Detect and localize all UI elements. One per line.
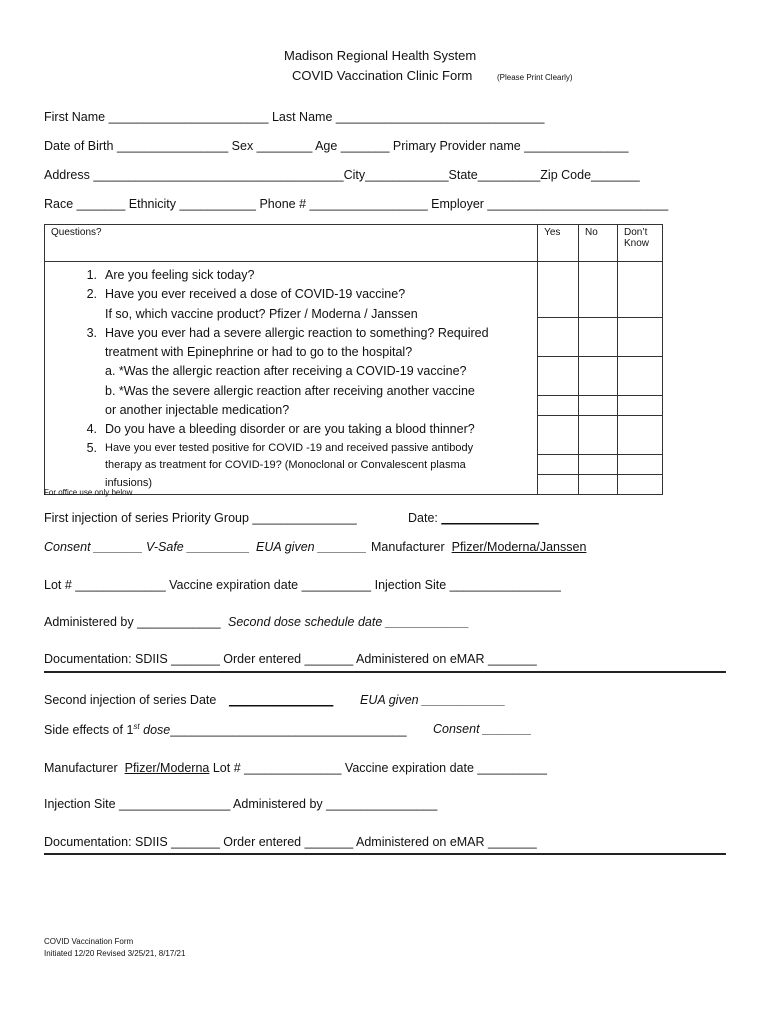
lot-expiration-site-fields[interactable]: Lot # _____________ Vaccine expiration date __________ Injection Site ________________	[44, 578, 561, 592]
yes-answer-column[interactable]	[538, 262, 579, 495]
organization-name: Madison Regional Health System	[284, 48, 477, 63]
second-injection-date-blank[interactable]: _______________	[229, 693, 334, 707]
dont-know-answer-column[interactable]	[618, 262, 663, 495]
question-2	[75, 285, 531, 304]
first-documentation-fields[interactable]: Documentation: SDIIS _______ Order entered _______ Administered on eMAR _______	[44, 652, 537, 666]
question-4	[75, 420, 531, 439]
question-text: Are you feeling sick today?	[105, 268, 255, 282]
question-text: treatment with Epinephrine or had to go to the hospital?	[105, 345, 413, 360]
manufacturer-label: Manufacturer	[371, 540, 445, 554]
question-number: 4.	[86, 422, 97, 437]
question-5-line: infusions)	[105, 476, 153, 489]
question-3b-cont	[75, 401, 531, 420]
side-effects-dose: dose	[139, 723, 171, 738]
question-text: b. *Was the severe allergic reaction after receiving another vaccine	[105, 383, 475, 398]
question-2-followup	[75, 305, 531, 324]
administered-by-field[interactable]: Administered by ____________	[44, 615, 221, 629]
question-5	[75, 440, 531, 493]
section-divider	[44, 671, 726, 673]
questions-cell	[45, 262, 538, 495]
date-blank[interactable]: ______________	[441, 511, 539, 525]
second-documentation-fields[interactable]: Documentation: SDIIS _______ Order entered _______ Administered on eMAR _______	[44, 835, 537, 849]
question-5-line: Have you ever tested positive for COVID -19 and received passive antibody	[105, 441, 474, 454]
table-row	[45, 262, 663, 495]
address-fields[interactable]: Address ____________________________________City____________State_________Zip Code_______	[44, 168, 640, 182]
vsafe-field[interactable]: V-Safe _________	[146, 540, 250, 554]
second-eua-given-field[interactable]: EUA given ____________	[360, 693, 506, 707]
form-title: COVID Vaccination Clinic Form	[292, 68, 473, 83]
question-text	[105, 440, 473, 493]
question-text: Have you ever received a dose of COVID-19 vaccine?	[105, 287, 406, 302]
race-ethnicity-phone-employer-fields[interactable]: Race _______ Ethnicity ___________ Phone # _________________ Employer __________________________	[44, 197, 669, 211]
side-effects-field[interactable]	[44, 722, 407, 737]
question-number: 2.	[86, 287, 97, 302]
manufacturer-label: Manufacturer	[44, 761, 118, 775]
question-number: 3.	[86, 325, 97, 340]
side-effects-blank[interactable]: __________________________________	[170, 723, 407, 738]
footer-revision: Initiated 12/20 Revised 3/25/21, 8/17/21	[44, 949, 186, 958]
second-site-administered-fields[interactable]: Injection Site ________________ Administered by ________________	[44, 797, 438, 811]
question-text: Have you ever had a severe allergic reaction to something? Required	[105, 325, 489, 340]
first-injection-priority-group[interactable]: First injection of series Priority Group _______________	[44, 511, 357, 525]
question-number: 1.	[86, 268, 97, 282]
table-header-row	[45, 225, 663, 262]
lot-expiration[interactable]: Lot # ______________ Vaccine expiration date __________	[209, 761, 547, 775]
second-consent-field[interactable]: Consent _______	[433, 722, 532, 736]
manufacturer-options[interactable]: Pfizer/Moderna/Janssen	[451, 540, 587, 554]
questions-header: Questions?	[45, 225, 538, 262]
manufacturer-options[interactable]: Pfizer/Moderna	[124, 761, 210, 775]
question-text: Do you have a bleeding disorder or are you taking a blood thinner?	[105, 422, 475, 437]
second-manufacturer-lot-fields[interactable]	[44, 761, 547, 775]
consent-field[interactable]: Consent _______	[44, 540, 143, 554]
footer-form-name: COVID Vaccination Form	[44, 937, 134, 946]
side-effects-label: Side effects of 1	[44, 723, 134, 738]
question-1	[75, 266, 531, 285]
date-label: Date:	[408, 511, 438, 525]
first-injection-date[interactable]	[408, 511, 539, 525]
question-5-line: therapy as treatment for COVID-19? (Monoclonal or Convalescent plasma	[105, 459, 466, 472]
second-dose-schedule-field[interactable]: Second dose schedule date ____________	[228, 615, 470, 629]
screening-questions-table	[44, 224, 663, 495]
question-text: If so, which vaccine product? Pfizer / Moderna / Janssen	[105, 306, 418, 321]
question-3-cont	[75, 343, 531, 362]
dont-know-header: Don’t Know	[618, 225, 663, 262]
no-answer-column[interactable]	[579, 262, 618, 495]
name-fields[interactable]: First Name _______________________ Last Name ______________________________	[44, 110, 545, 124]
dob-sex-age-provider-fields[interactable]: Date of Birth ________________ Sex ________ Age _______ Primary Provider name _______________	[44, 139, 629, 153]
question-text: or another injectable medication?	[105, 403, 290, 418]
eua-given-field[interactable]: EUA given _______	[256, 540, 367, 554]
question-number: 5.	[86, 440, 97, 455]
no-header: No	[579, 225, 618, 262]
print-clearly-note: (Please Print Clearly)	[497, 73, 573, 82]
question-text: a. *Was the allergic reaction after receiving a COVID-19 vaccine?	[105, 364, 467, 379]
question-3	[75, 324, 531, 343]
question-3b	[75, 382, 531, 401]
section-divider	[44, 853, 726, 855]
yes-header: Yes	[538, 225, 579, 262]
superscript: st	[133, 722, 140, 731]
manufacturer-field[interactable]	[371, 540, 586, 554]
question-3a	[75, 362, 531, 381]
second-injection-date-label: Second injection of series Date	[44, 693, 217, 707]
office-use-note: For office use only below	[44, 488, 133, 497]
